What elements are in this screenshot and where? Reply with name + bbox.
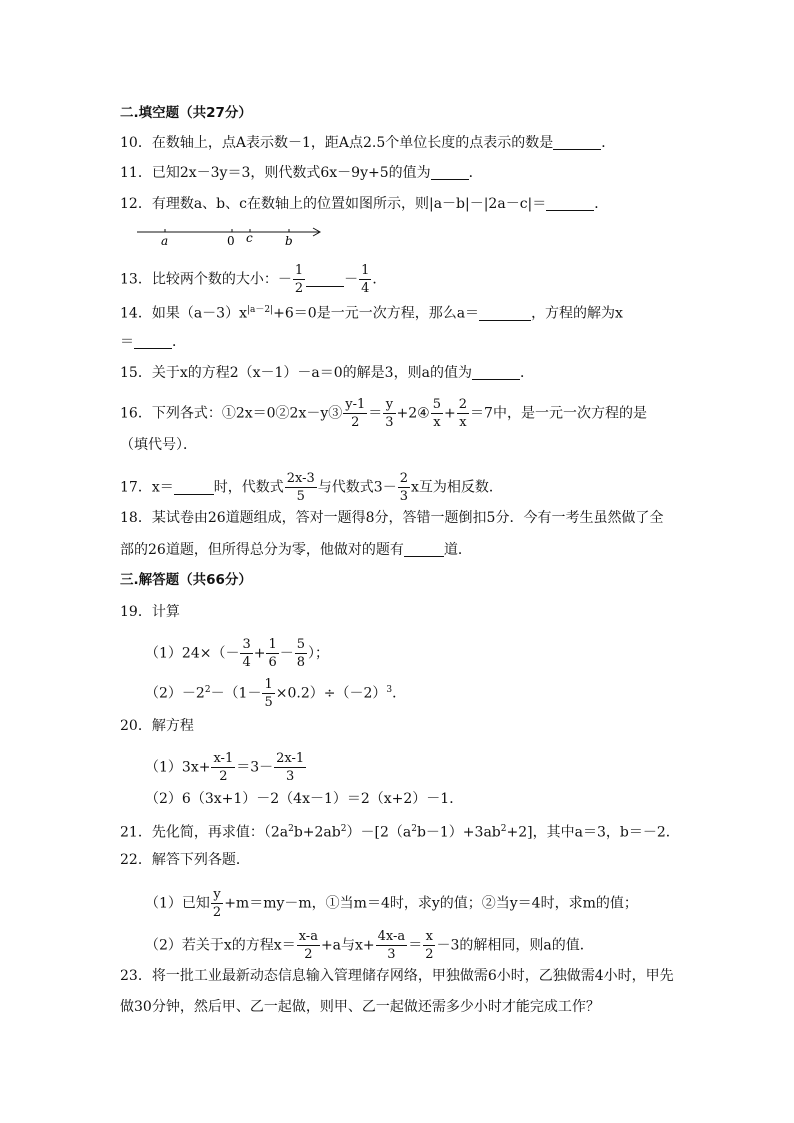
question-number: 15． bbox=[120, 365, 152, 381]
fraction: $\frac{1}{4}$ bbox=[361, 263, 370, 296]
answer-blank bbox=[546, 196, 594, 211]
question-number: 14． bbox=[120, 305, 152, 322]
section-title-answer: 三.解答题（共66分） bbox=[120, 572, 252, 588]
number-line-diagram bbox=[135, 222, 330, 250]
fraction: $\frac{x}{2}$ bbox=[425, 929, 434, 962]
answer-blank bbox=[553, 135, 601, 150]
question-15: 15．关于x的方程2（x－1）－a＝0的解是3，则a的值为 ． bbox=[120, 365, 534, 381]
answer-blank bbox=[479, 306, 531, 321]
question-19: 19．计算 bbox=[120, 604, 180, 620]
question-13: 13．比较两个数的大小：－ $\frac{1}{2}$ － $\frac{1}{4}$ ． bbox=[120, 263, 387, 296]
question-number: 21． bbox=[120, 824, 152, 841]
fraction: $\frac{x-1}{2}$ bbox=[213, 751, 234, 784]
question-number: 22． bbox=[120, 852, 152, 868]
fraction: $\frac{5}{8}$ bbox=[296, 637, 306, 670]
label-c: c bbox=[246, 231, 253, 245]
question-18: 18．某试卷由26道题组成，答对一题得8分，答错一题倒扣5分．今有一考生虽然做了全 bbox=[120, 510, 664, 526]
question-22-part2: （2）若关于x的方程x＝ $\frac{x-a}{2}$ +a与x+ $\frac{4x-a}{3}$ ＝ $\frac{x}{2}$ －3的解相同，则a的值． bbox=[145, 929, 594, 962]
fraction: $\frac{2}{3}$ bbox=[399, 471, 408, 504]
fraction: $\frac{2x-1}{3}$ bbox=[276, 751, 305, 784]
question-17: 17．x＝ 时，代数式 $\frac{2x-3}{5}$ 与代数式3－ $\frac{2}{3}$ x互为相反数． bbox=[120, 471, 503, 504]
fraction: $\frac{5}{x}$ bbox=[432, 397, 442, 430]
label-zero: 0 bbox=[227, 234, 235, 248]
question-18-line2: 部的26道题，但所得总分为零，他做对的题有 道． bbox=[120, 542, 472, 558]
question-number: 23． bbox=[120, 968, 152, 984]
question-23: 23．将一批工业最新动态信息输入管理储存网络，甲独做需6小时，乙独做需4小时，甲先 bbox=[120, 968, 674, 984]
fraction: $\frac{3}{4}$ bbox=[242, 637, 251, 670]
label-a: a bbox=[161, 234, 169, 248]
question-number: 12． bbox=[120, 196, 152, 212]
fraction: $\frac{2}{x}$ bbox=[458, 397, 468, 430]
question-number: 13． bbox=[120, 271, 152, 288]
fraction: $\frac{1}{6}$ bbox=[268, 637, 277, 670]
fraction: $\frac{4x-a}{3}$ bbox=[377, 929, 406, 962]
question-number: 18． bbox=[120, 510, 152, 526]
fraction: $\frac{2x-3}{5}$ bbox=[286, 471, 315, 504]
question-number: 20． bbox=[120, 718, 152, 734]
question-20-part1: （1）3x+ $\frac{x-1}{2}$ ＝3－ $\frac{2x-1}{3}$ bbox=[145, 751, 305, 784]
question-14-line2: ＝ ． bbox=[120, 334, 186, 350]
question-22-part1: （1）已知 $\frac{y}{2}$ +m＝my－m，①当m＝4时，求y的值；②当y＝4时，求m的值； bbox=[145, 887, 638, 920]
fraction: $\frac{1}{5}$ bbox=[264, 677, 273, 710]
question-10: 10．在数轴上，点A表示数－1，距A点2.5个单位长度的点表示的数是 ． bbox=[120, 135, 616, 151]
question-number: 11． bbox=[120, 165, 152, 181]
fraction: $\frac{y}{3}$ bbox=[385, 397, 394, 430]
question-11: 11．已知2x－3y＝3，则代数式6x－9y+5的值为 ． bbox=[120, 165, 483, 181]
answer-blank bbox=[306, 272, 344, 287]
question-19-part2: $(2)-2^2-(1-$ $\frac{1}{5}$ $\times 0.2)\div(-2)^3$． bbox=[145, 677, 407, 710]
question-19-part1: （1）24×（－ $\frac{3}{4}$ + $\frac{1}{6}$ － $\frac{5}{8}$ ）； bbox=[145, 637, 330, 670]
question-number: 10． bbox=[120, 135, 152, 151]
fraction: $\frac{y}{2}$ bbox=[212, 887, 222, 920]
question-23-line2: 做30分钟，然后甲、乙一起做，则甲、乙一起做还需多少小时才能完成工作？ bbox=[120, 999, 600, 1015]
question-16: 16．下列各式：①2x＝0②2x－y③ $\frac{y-1}{2}$ ＝ $\frac{y}{3}$ +2④ $\frac{5}{x}$ + $\frac{2}{x}$ ＝7中，是一元一次方程的是 bbox=[120, 397, 647, 430]
question-22: 22．解答下列各题． bbox=[120, 852, 250, 868]
question-12: 12．有理数a、b、c在数轴上的位置如图所示，则|a－b|－|2a－c|＝ ． bbox=[120, 196, 609, 212]
answer-blank bbox=[431, 165, 469, 180]
answer-blank bbox=[134, 334, 172, 349]
question-14: 14．如果$(a-3)x^{|a-2|}+6=0$是一元一次方程，那么a＝ ，方程的解为x bbox=[120, 305, 623, 322]
section-title-fill-in: 二.填空题（共27分） bbox=[120, 105, 252, 121]
question-21: 21．先化简，再求值：$(2a^2b+2ab^2)-[2(a^2b-1)+3ab^2+2]$，其中a＝3，b＝－2． bbox=[120, 824, 680, 841]
fraction: $\frac{y-1}{2}$ bbox=[345, 397, 366, 430]
fraction: $\frac{x-a}{2}$ bbox=[298, 929, 318, 962]
answer-blank bbox=[404, 542, 444, 557]
question-20-part2: （2）6（3x+1）－2（4x－1）＝2（x+2）－1． bbox=[145, 791, 464, 807]
label-b: b bbox=[285, 234, 293, 248]
fraction: $\frac{1}{2}$ bbox=[294, 263, 304, 296]
question-16-line2: （填代号）． bbox=[120, 437, 197, 453]
answer-blank bbox=[174, 480, 214, 495]
question-20: 20．解方程 bbox=[120, 718, 194, 734]
question-number: 17． bbox=[120, 479, 152, 496]
answer-blank bbox=[472, 365, 520, 380]
question-number: 16． bbox=[120, 405, 152, 422]
question-number: 19． bbox=[120, 604, 152, 620]
